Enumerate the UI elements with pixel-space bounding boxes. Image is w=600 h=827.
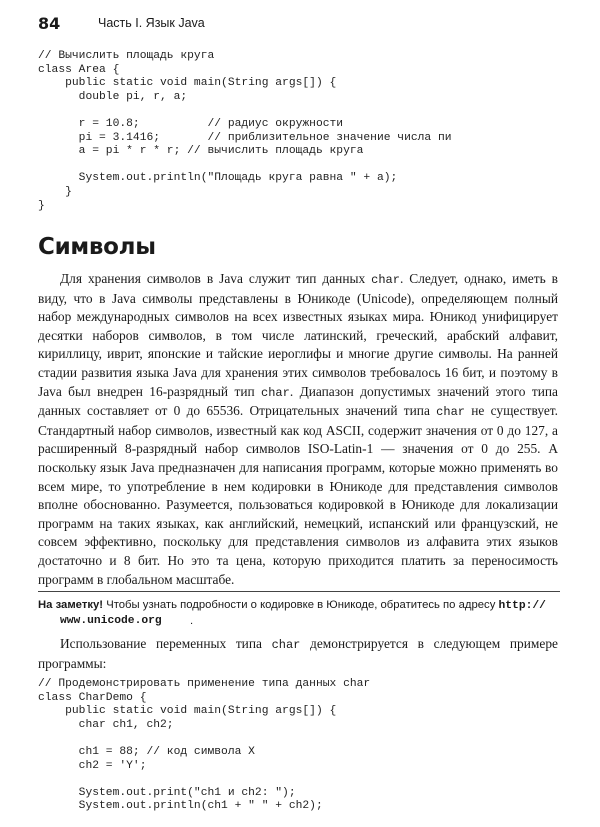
section-title: Символы	[38, 234, 156, 260]
page-number: 84	[38, 14, 61, 33]
running-title: Часть I. Язык Java	[98, 16, 205, 30]
code-listing-area: // Вычислить площадь круга class Area { public static void main(String args[]) { double pi, r, a; r = 10.8; // радиус окружности pi = 3.1416; // приблизительное значение числа пи a = pi * r * r; // вычислить площадь круга System.out.println("Площадь круга равна " + a); } }	[38, 50, 452, 212]
note-box: На заметку! Чтобы узнать подробности о кодировке в Юникоде, обратитесь по адресу http:// www.unicode.org .	[38, 598, 560, 645]
inline-code: char	[261, 385, 290, 400]
note-label: На заметку!	[38, 599, 104, 611]
paragraph-char-example: Использование переменных типа char демонстрируется в следующем примере программы:	[38, 636, 558, 671]
inline-code: char	[271, 638, 301, 652]
code-listing-chardemo: // Продемонстрировать применение типа данных char class CharDemo { public static void main(String args[]) { char ch1, ch2; ch1 = 88; // код символа X ch2 = 'Y'; System.out.print("ch1 и ch2: "); System.out.println(ch1 + " " + ch2);	[38, 678, 371, 813]
inline-code: char	[371, 273, 400, 287]
inline-code: char	[436, 405, 465, 420]
note-divider	[38, 591, 560, 592]
page-header	[38, 14, 570, 36]
paragraph-chars: Для хранения символов в Java служит тип данных char. Следует, однако, иметь в виду, что в Java символы представлены в Юникоде (Unicode), определяющем полный набор международных символов на всех известных языках мира. Юникод унифицирует десятки наборов символов, в том числе латинский, греческий, арабский алфавит, кириллицу, иврит, японские и тайские иероглифы и многие другие символы. На ранней стадии развития языка Java для хранения этих символов требовалось 16 бит, и поэтому в Java был внедрен 16-разрядный тип char. Диапазон допустимых значений этого типа данных составляет от 0 до 65536. Отрицательных значений типа char не существует. Стандартный набор символов, известный как код ASCII, содержит значения от 0 до 127, а расширенный 8-разрядный набор символов ISO-Latin-1 — значения от 0 до 255. А поскольку язык Java предназначен для написания программ, которые можно применять во всем мире, то употребление в нем кодировки в Юникоде для представления символов вполне обоснованно. Разумеется, пользоваться кодировкой в Юникоде для локализации программ на таких языках, как английский, немецкий, испанский или французский, не совсем эффективно, поскольку для представления символов из алфавита этих языков достаточно и 8 бит. Но это та цена, которую приходится платить за переносимость программ в глобальном масштабе.	[38, 271, 558, 587]
unicode-link[interactable]: http:// www.unicode.org	[60, 600, 546, 627]
